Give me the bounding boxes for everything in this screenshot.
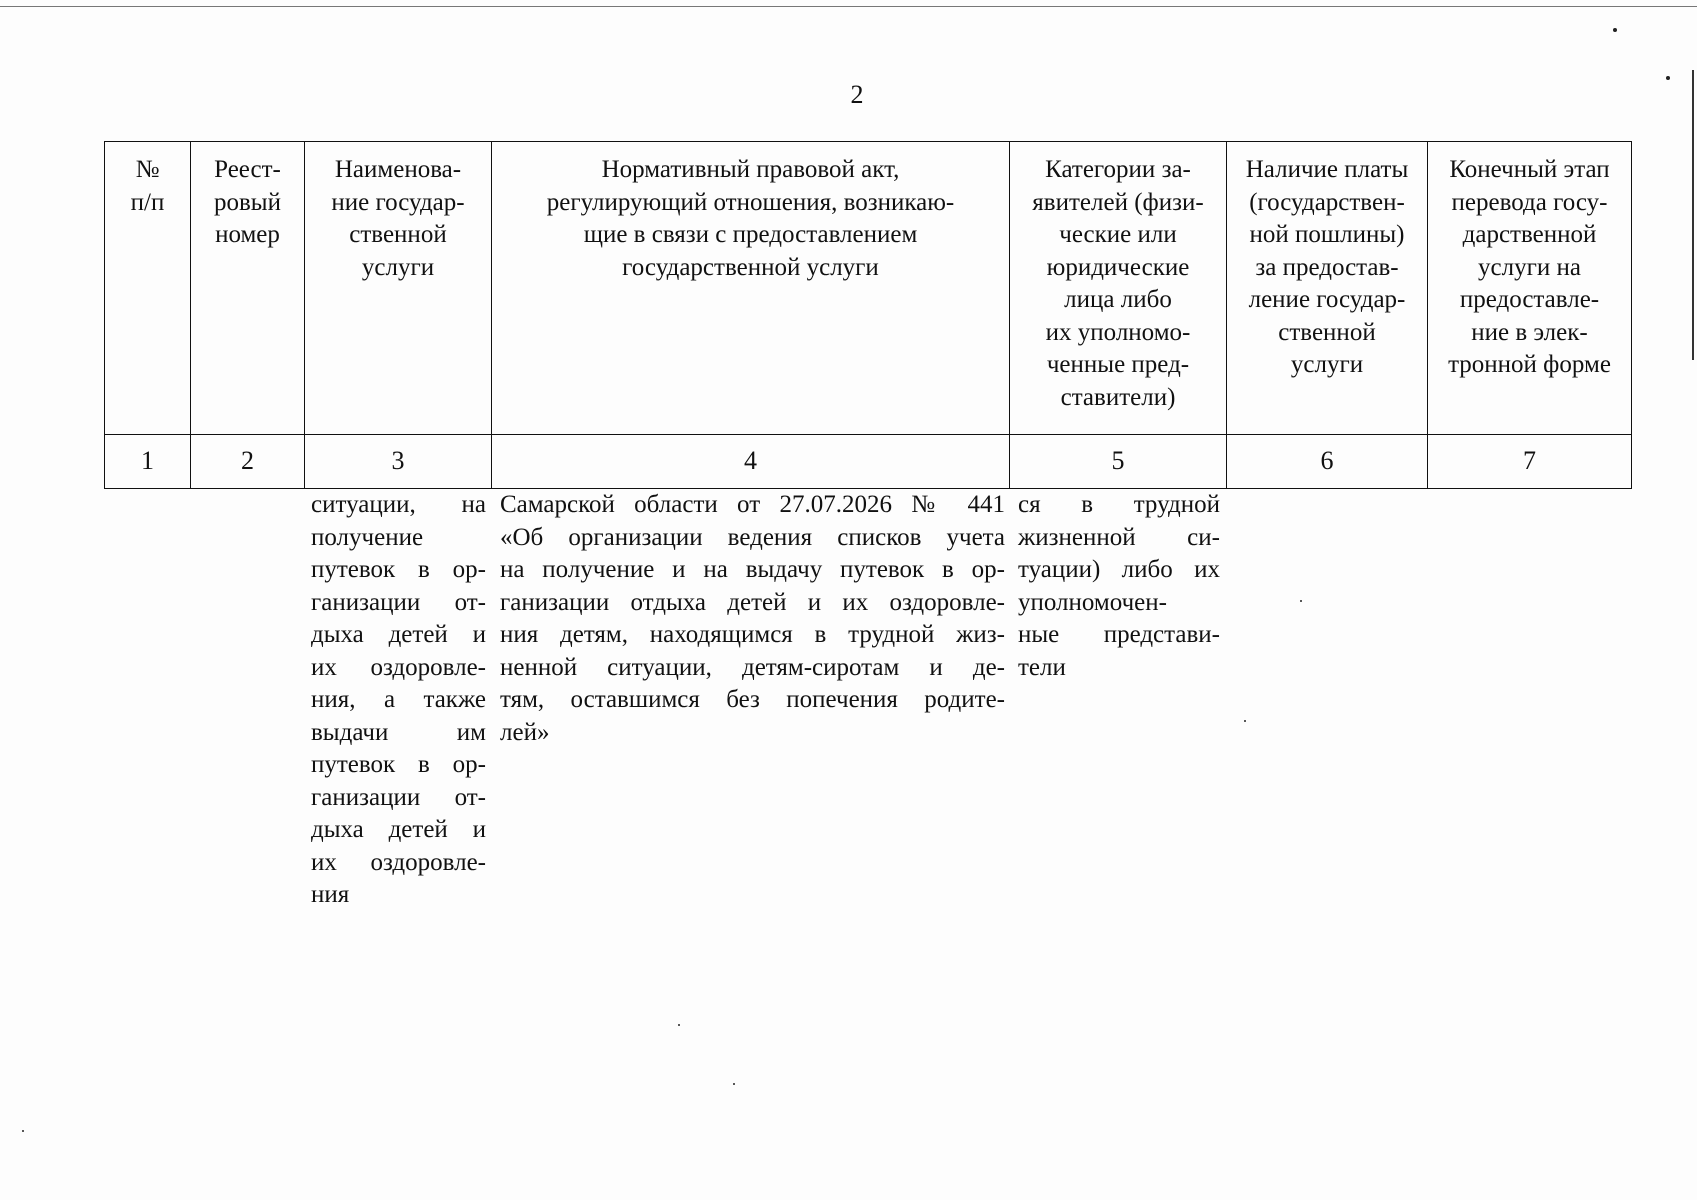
text-line: ганизации отдыха детей и их оздоровле-	[500, 588, 1005, 616]
column-number-row	[105, 435, 1632, 489]
scan-speck	[733, 1083, 735, 1085]
page-number: 2	[850, 80, 864, 109]
header-col-3: Наименова- ние государ- ственной услуги	[305, 142, 492, 435]
text-line: тям, оставшимся без попечения родите-	[500, 686, 1005, 713]
scan-speck	[1300, 600, 1302, 602]
column-number-3: 3	[305, 435, 492, 489]
text-line: путевок в ор-	[311, 751, 486, 778]
header-col-1: № п/п	[105, 142, 191, 435]
text-line: уполномочен-	[1018, 588, 1167, 616]
text-line: Самарской области от 27.07.2026 № 441	[500, 491, 1005, 518]
text-line: туации) либо их	[1018, 556, 1220, 583]
text-line: лей»	[500, 718, 550, 746]
header-row	[105, 142, 1632, 435]
column-number-1: 1	[105, 435, 191, 489]
scan-speck	[1613, 28, 1617, 32]
header-col-6: Наличие платы (государствен- ной пошлины) за предостав- ление государ- ственной услуги	[1227, 142, 1428, 435]
continuation-applicant-categories	[1018, 489, 1220, 684]
continuation-legal-act	[500, 489, 1005, 749]
text-line: дыха детей и	[311, 621, 486, 648]
header-col-5: Категории за- явителей (физи- ческие или юридические лица либо их уполномо- ченные пред- ставители)	[1010, 142, 1227, 435]
scan-speck	[22, 1130, 24, 1132]
text-line: получение	[311, 523, 424, 551]
text-line: жизненной си-	[1018, 523, 1220, 551]
text-line: дыха детей и	[311, 816, 486, 843]
header-col-4: Нормативный правовой акт, регулирующий отношения, возникаю- щие в связи с предоставлением государственной услуги	[492, 142, 1010, 435]
text-line: «Об организации ведения списков учета	[500, 523, 1005, 551]
text-line: ные представи-	[1018, 621, 1220, 648]
services-table-header	[104, 141, 1632, 489]
header-col-7: Конечный этап перевода госу- дарственной услуги на предоставле- ние в элек- тронной форме	[1428, 142, 1632, 435]
scan-speck	[678, 1024, 680, 1026]
column-number-7: 7	[1428, 435, 1632, 489]
text-line: ситуации, на	[311, 491, 486, 518]
text-line: тели	[1018, 653, 1066, 681]
scan-top-edge	[0, 6, 1697, 7]
text-line: выдачи им	[311, 718, 486, 746]
scan-right-edge	[1692, 70, 1694, 360]
column-number-6: 6	[1227, 435, 1428, 489]
text-line: ся в трудной	[1018, 491, 1220, 518]
text-line: ганизации от-	[311, 588, 486, 616]
text-line: на получение и на выдачу путевок в ор-	[500, 556, 1005, 583]
text-line: путевок в ор-	[311, 556, 486, 583]
column-number-5: 5	[1010, 435, 1227, 489]
text-line: ния детям, находящимся в трудной жиз-	[500, 621, 1005, 648]
text-line: ния, а также	[311, 686, 486, 713]
continuation-service-name	[311, 489, 486, 912]
header-col-2: Реест- ровый номер	[191, 142, 305, 435]
text-line: их оздоровле-	[311, 848, 486, 876]
text-line: ненной ситуации, детям-сиротам и де-	[500, 653, 1005, 681]
scan-speck	[1244, 720, 1246, 722]
column-number-2: 2	[191, 435, 305, 489]
text-line: ния	[311, 881, 350, 908]
text-line: их оздоровле-	[311, 653, 486, 681]
scan-speck	[1666, 76, 1670, 80]
column-number-4: 4	[492, 435, 1010, 489]
text-line: ганизации от-	[311, 783, 486, 811]
